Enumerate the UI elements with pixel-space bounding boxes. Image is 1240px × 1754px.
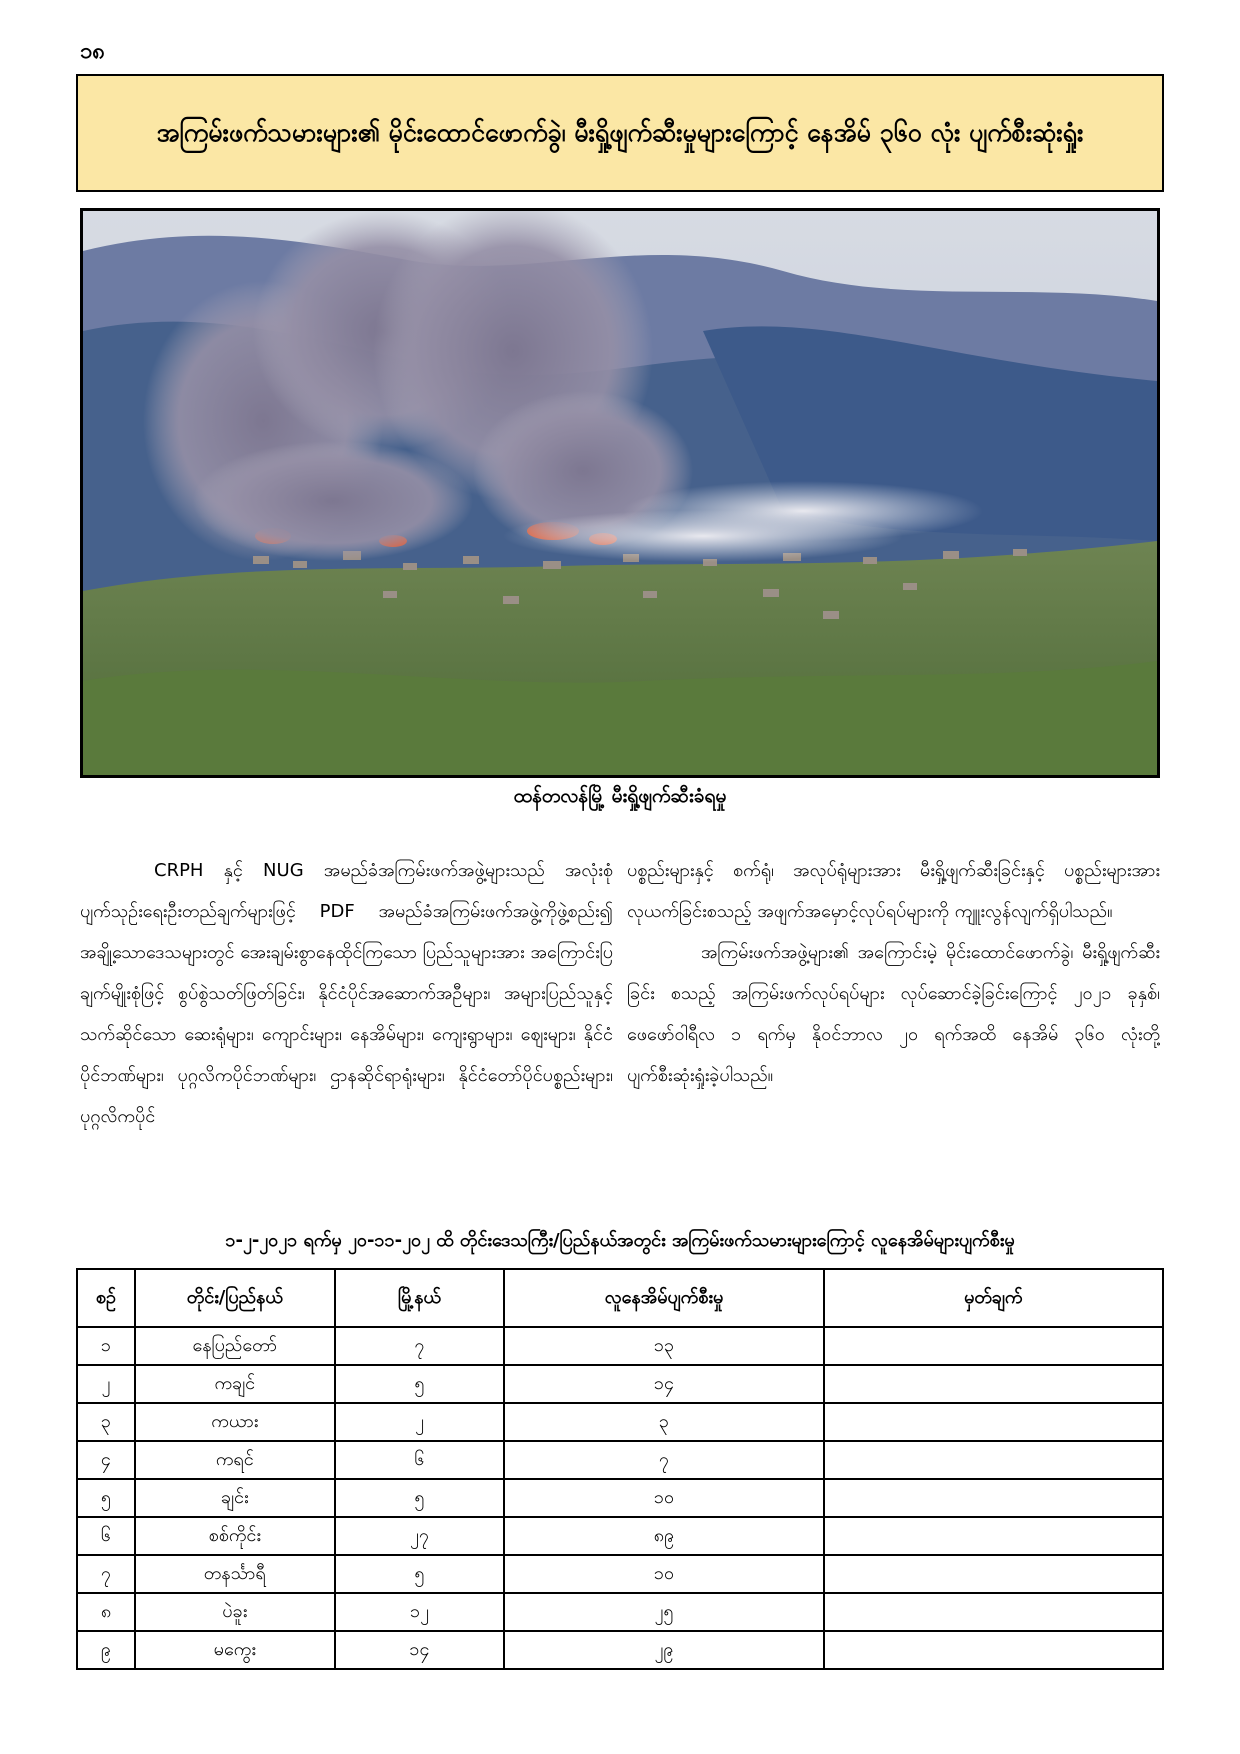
cell-township: ၅ <box>335 1555 505 1593</box>
cell-remarks <box>824 1631 1163 1669</box>
cell-remarks <box>824 1441 1163 1479</box>
table-header-row <box>77 1269 1163 1327</box>
cell-township: ၂၇ <box>335 1517 505 1555</box>
cell-region: ချင်း <box>135 1479 335 1517</box>
cell-houses-destroyed: ၁၄ <box>504 1365 823 1403</box>
table-row <box>77 1517 1163 1555</box>
cell-houses-destroyed: ၃ <box>504 1403 823 1441</box>
cell-no: ၃ <box>77 1403 135 1441</box>
cell-houses-destroyed: ၈၉ <box>504 1517 823 1555</box>
cell-no: ၇ <box>77 1555 135 1593</box>
body-paragraph: ပစ္စည်းများနှင့် စက်ရုံ၊ အလုပ်ရုံများအား မီးရှို့ဖျက်ဆီးခြင်းနှင့် ပစ္စည်းများအား လုယက်ခြင်းစသည့် အဖျက်အမှောင့်လုပ်ရပ်များကို ကျူးလွန်လျက်ရှိပါသည်။ <box>627 860 1160 922</box>
table-caption: ၁-၂-၂၀၂၁ ရက်မှ ၂၀-၁၁-၂၀၂ ထိ တိုင်းဒေသကြီး/ပြည်နယ်အတွင်း အကြမ်းဖက်သမားများကြောင့် လူနေအိမ်များပျက်စီးမှု <box>225 1230 1015 1251</box>
cell-no: ၉ <box>77 1631 135 1669</box>
cell-remarks <box>824 1365 1163 1403</box>
table-row <box>77 1593 1163 1631</box>
cell-houses-destroyed: ၂၅ <box>504 1593 823 1631</box>
photo-caption: ထန်တလန်မြို့ မီးရှို့ဖျက်ဆီးခံရမှု <box>513 785 727 807</box>
cell-no: ၈ <box>77 1593 135 1631</box>
cell-township: ၅ <box>335 1365 505 1403</box>
cell-region: မကွေး <box>135 1631 335 1669</box>
cell-remarks <box>824 1327 1163 1365</box>
cell-township: ၁၂ <box>335 1593 505 1631</box>
news-photo <box>80 208 1160 778</box>
header-remarks: မှတ်ချက် <box>824 1269 1163 1327</box>
header-township: မြို့နယ် <box>335 1269 505 1327</box>
cell-township: ၇ <box>335 1327 505 1365</box>
cell-township: ၂ <box>335 1403 505 1441</box>
body-paragraph: အကြမ်းဖက်အဖွဲ့များ၏ အကြောင်းမဲ့ မိုင်းထောင်ဖောက်ခွဲ၊ မီးရှို့ဖျက်ဆီးခြင်း စသည့် အကြမ်းဖက်လုပ်ရပ်များ လုပ်ဆောင်ခဲ့ခြင်းကြောင့် ၂၀၂၁ ခုနှစ်၊ ဖေဖော်ဝါရီလ ၁ ရက်မှ နိုဝင်ဘာလ ၂၀ ရက်အထိ နေအိမ် ၃၆၀ လုံးတို့ ပျက်စီးဆုံးရှုံးခဲ့ပါသည်။ <box>627 942 1160 1086</box>
cell-houses-destroyed: ၂၉ <box>504 1631 823 1669</box>
table-row <box>77 1555 1163 1593</box>
cell-no: ၆ <box>77 1517 135 1555</box>
cell-region: ကယား <box>135 1403 335 1441</box>
article-title: အကြမ်းဖက်သမားများ၏ မိုင်းထောင်ဖောက်ခွဲ၊ မီးရှို့ဖျက်ဆီးမှုများကြောင့် နေအိမ် ၃၆၀ လုံး ပျက်စီးဆုံးရှုံး <box>156 118 1084 147</box>
cell-no: ၂ <box>77 1365 135 1403</box>
cell-houses-destroyed: ၁၀ <box>504 1555 823 1593</box>
cell-remarks <box>824 1479 1163 1517</box>
burning-town-photo <box>83 211 1157 775</box>
table-row <box>77 1631 1163 1669</box>
table-row <box>77 1441 1163 1479</box>
header-no: စဉ် <box>77 1269 135 1327</box>
cell-houses-destroyed: ၇ <box>504 1441 823 1479</box>
cell-remarks <box>824 1593 1163 1631</box>
table-row <box>77 1479 1163 1517</box>
cell-township: ၅ <box>335 1479 505 1517</box>
cell-township: ၆ <box>335 1441 505 1479</box>
cell-region: တနင်္သာရီ <box>135 1555 335 1593</box>
table-row <box>77 1403 1163 1441</box>
cell-region: စစ်ကိုင်း <box>135 1517 335 1555</box>
body-column-right <box>627 850 1160 1096</box>
cell-remarks <box>824 1517 1163 1555</box>
cell-remarks <box>824 1555 1163 1593</box>
header-houses-destroyed: လူနေအိမ်ပျက်စီးမှု <box>504 1269 823 1327</box>
cell-houses-destroyed: ၁၀ <box>504 1479 823 1517</box>
page-number: ၁၈ <box>80 39 105 64</box>
cell-township: ၁၄ <box>335 1631 505 1669</box>
cell-houses-destroyed: ၁၃ <box>504 1327 823 1365</box>
cell-no: ၁ <box>77 1327 135 1365</box>
cell-region: ပဲခူး <box>135 1593 335 1631</box>
damage-table <box>76 1268 1164 1670</box>
cell-region: နေပြည်တော် <box>135 1327 335 1365</box>
cell-no: ၅ <box>77 1479 135 1517</box>
cell-region: ကချင် <box>135 1365 335 1403</box>
cell-region: ကရင် <box>135 1441 335 1479</box>
body-column-left <box>80 850 613 1137</box>
table-row <box>77 1365 1163 1403</box>
table-row <box>77 1327 1163 1365</box>
cell-remarks <box>824 1403 1163 1441</box>
header-region: တိုင်း/ပြည်နယ် <box>135 1269 335 1327</box>
cell-no: ၄ <box>77 1441 135 1479</box>
article-title-box <box>76 74 1164 192</box>
body-paragraph: CRPH နှင့် NUG အမည်ခံအကြမ်းဖက်အဖွဲ့များသည် အလုံးစုံပျက်သုဉ်းရေးဦးတည်ချက်များဖြင့် PDF အမည်ခံအကြမ်းဖက်အဖွဲ့ကိုဖွဲ့စည်း၍ အချို့သောဒေသများတွင် အေးချမ်းစွာနေထိုင်ကြသော ပြည်သူများအား အကြောင်းပြချက်မျိုးစုံဖြင့် စွပ်စွဲသတ်ဖြတ်ခြင်း၊ နိုင်ငံပိုင်အဆောက်အဦများ၊ အများပြည်သူနှင့်သက်ဆိုင်သော ဆေးရုံများ၊ ကျောင်းများ၊ နေအိမ်များ၊ ကျေးရွာများ၊ ဈေးများ၊ နိုင်ငံပိုင်ဘဏ်များ၊ ပုဂ္ဂလိကပိုင်ဘဏ်များ၊ ဌာနဆိုင်ရာရုံးများ၊ နိုင်ငံတော်ပိုင်ပစ္စည်းများ၊ ပုဂ္ဂလိကပိုင် <box>80 860 613 1127</box>
